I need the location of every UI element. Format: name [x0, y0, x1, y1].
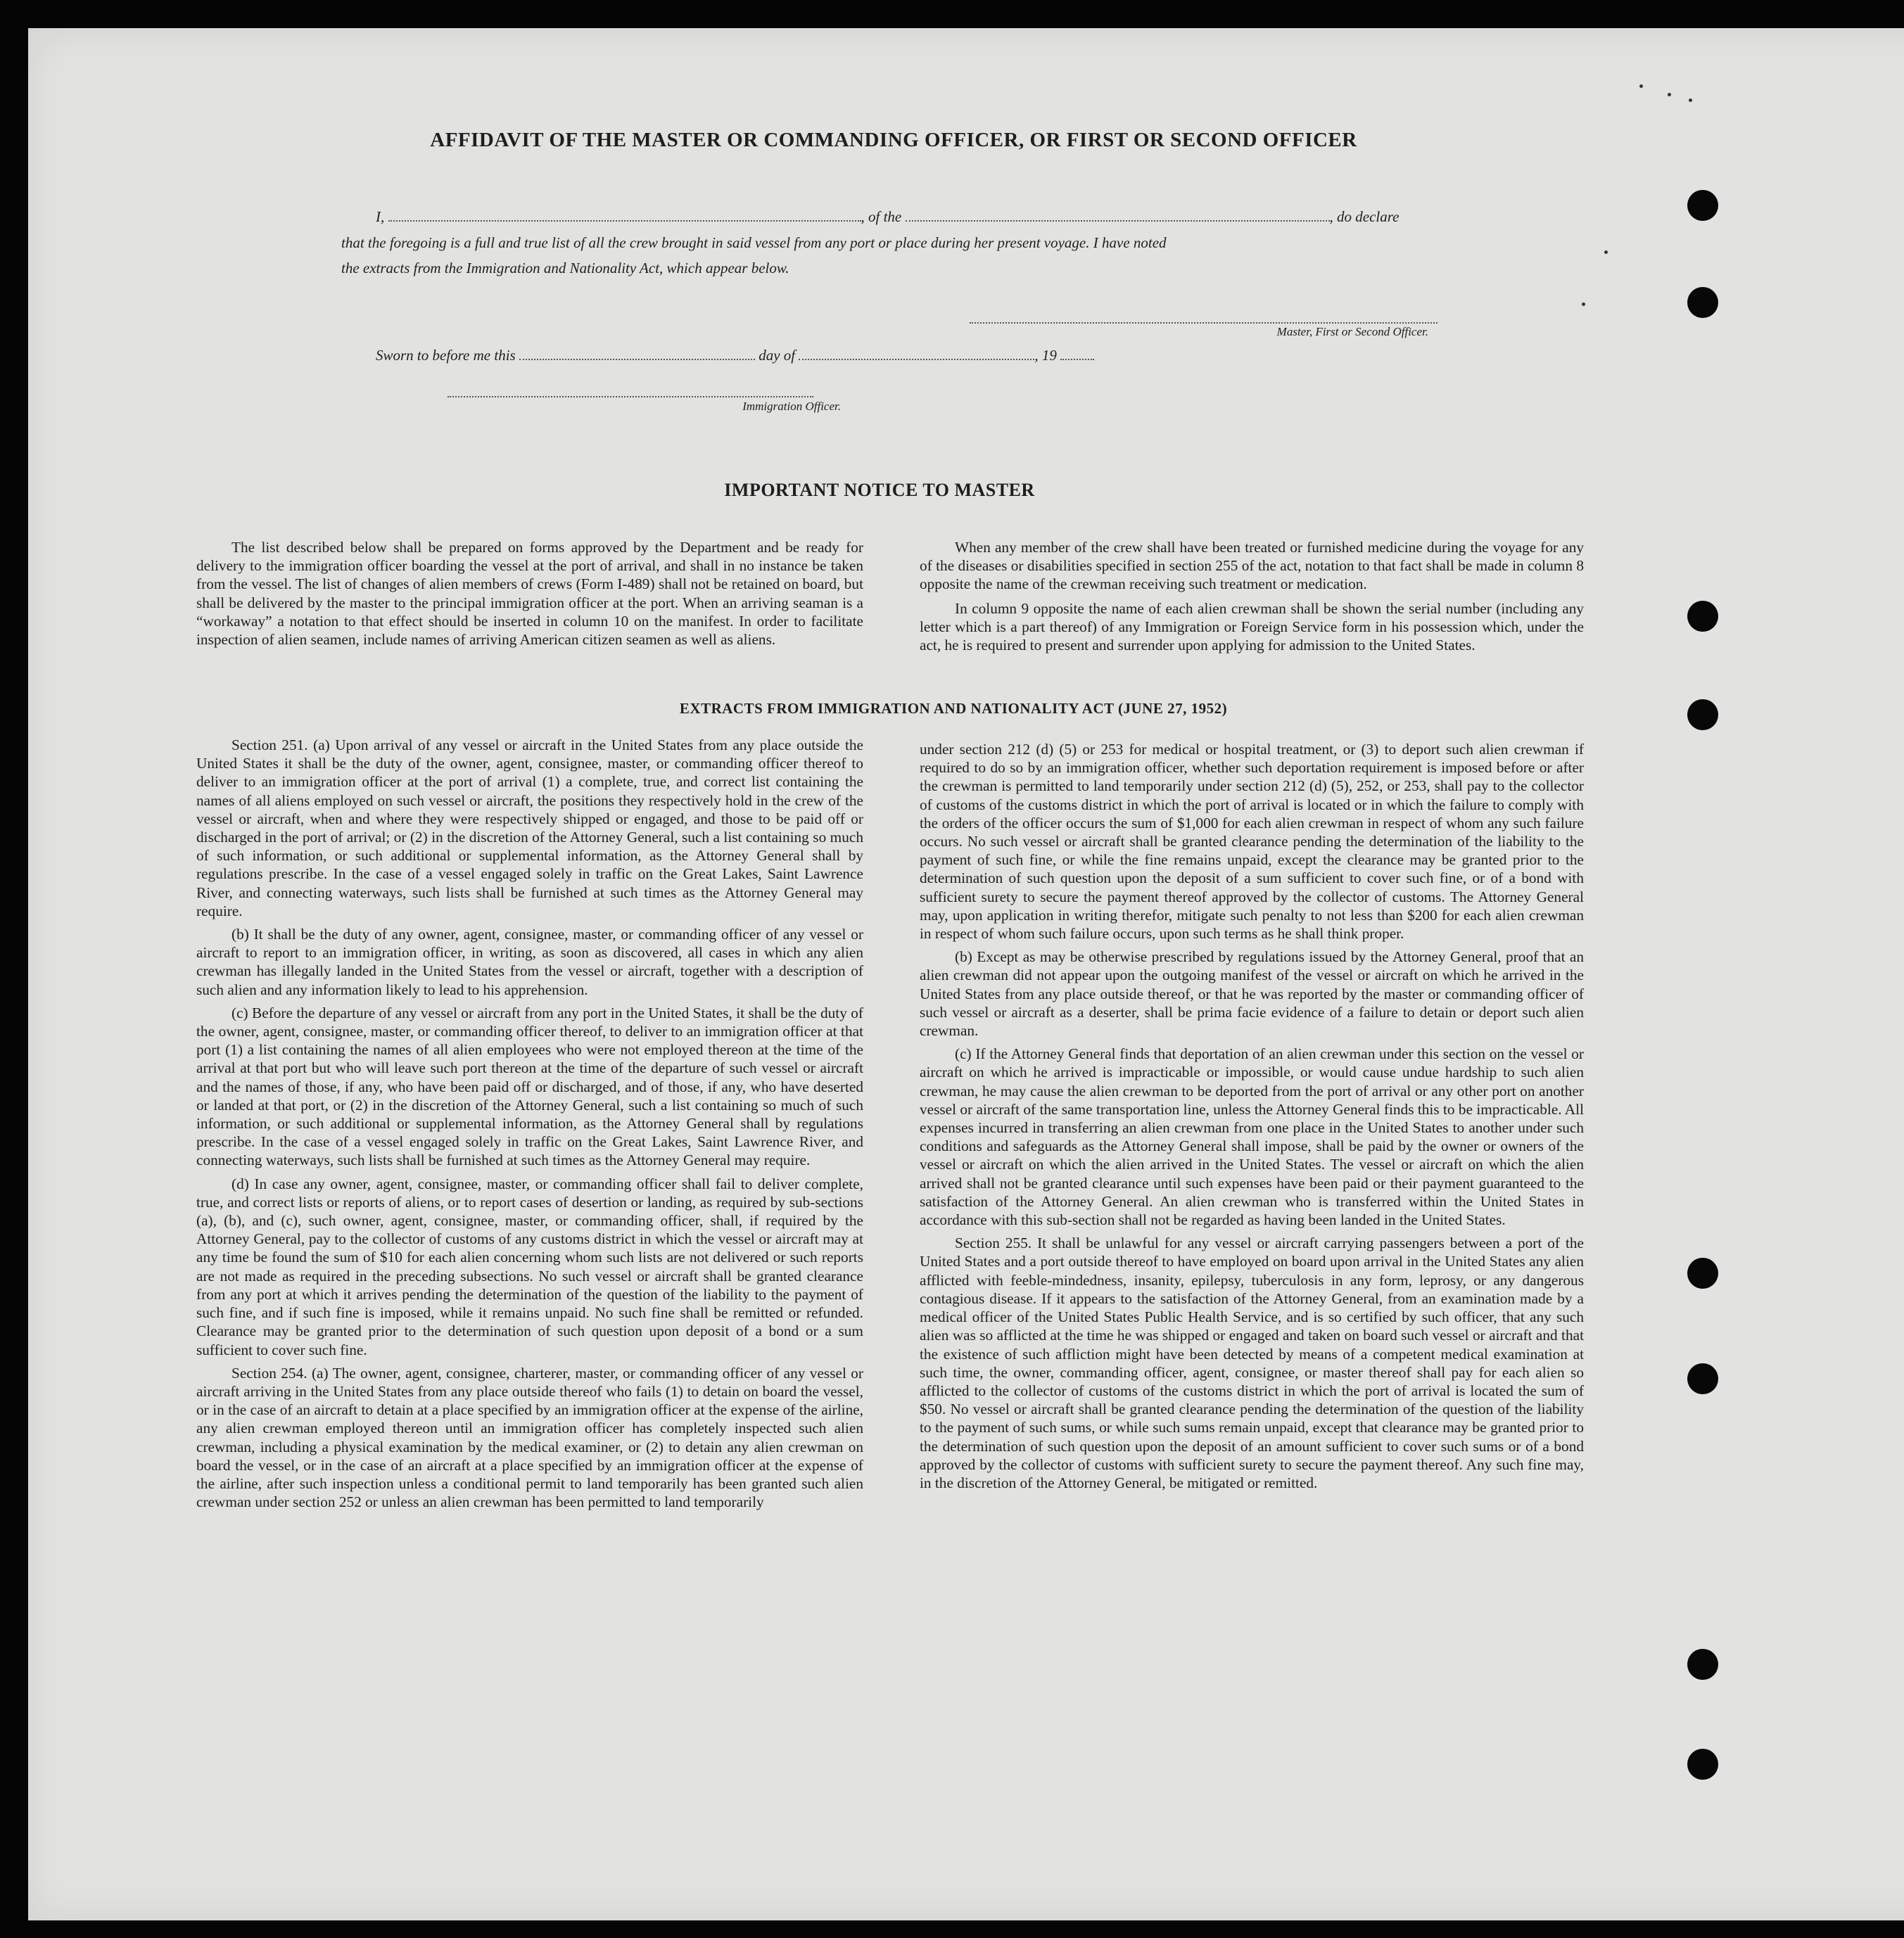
declarant-name-field[interactable]: [388, 206, 861, 222]
sworn-line: [376, 345, 1206, 364]
binder-hole: [1687, 190, 1718, 221]
section-251-c: (c) Before the departure of any vessel or aircraft from any port in the United States, it shall be the duty of the owner, agent, consignee, master, or commanding officer thereof, to deliver to an immigration officer at that port (1) a list containing the names of all alien employees who were not employed thereon at the time of the arrival at that port but who will leave such port thereon at the time of the departure of such vessel or aircraft and the names of those, if any, who have been paid off or discharged, and of those, if any, who have deserted or landed at that port, or (2) in the discretion of the Attorney General, such a list containing so much of such information, or such additional or supplemental information, as the Attorney General shall by regulations prescribe. In the case of a vessel engaged solely in traffic on the Great Lakes, Saint Lawrence River, and connecting waterways, such lists shall be furnished at such times as the Attorney General may require.: [196, 1004, 863, 1169]
section-251-b: (b) It shall be the duty of any owner, agent, consignee, master, or commanding officer of any vessel or aircraft to report to an immigration officer, in writing, as soon as discovered, all cases in which any alien crewman has illegally landed in the United States from the vessel or aircraft, together with a description of such alien and any information likely to lead to his apprehension.: [196, 926, 863, 998]
binder-hole: [1687, 287, 1718, 318]
section-254-a: Section 254. (a) The owner, agent, consignee, charterer, master, or commanding officer of any vessel or aircraft arriving in the United States from any place outside thereof who fails (1) to detain on board the vessel, or in the case of an aircraft to detain at a place specified by an immigration officer at the expense of the airline, any alien crewman employed thereon until an immigration officer has completely inspected such alien crewman, including a physical examination by the medical examiner, or (2) to detain any alien crewman on board the vessel, or in the case of an aircraft at a place specified by an immigration officer at the expense of the airline, after such inspection unless a conditional permit to land temporarily has been granted such alien crewman under section 252 or unless an alien crewman has been permitted to land temporarily: [196, 1364, 863, 1511]
vessel-name-field[interactable]: [906, 206, 1330, 222]
declaration-line-2: that the foregoing is a full and true list of all the crew brought in said vessel from any port or place during her present voyage. I have noted: [341, 234, 1167, 251]
speck: [1689, 98, 1692, 102]
sworn-month-field[interactable]: [799, 345, 1034, 360]
declaration-line-1: [376, 206, 1445, 226]
binder-hole: [1687, 1258, 1718, 1289]
section-251-d: (d) In case any owner, agent, consignee, master, or commanding officer shall fail to deliver complete, true, and correct lists or reports of aliens, or to report cases of desertion or landing, as required by sub-sections (a), (b), and (c), such owner, agent, consignee, master, or commanding officer, shall, if required by the Attorney General, pay to the collector of customs of any customs district in which the vessel or aircraft may at any time be found the sum of $10 for each alien concerning whom such lists are not delivered or such reports are not made as required in the preceding subsections. No such vessel or aircraft shall be granted clearance from any port at which it arrives pending the determination of the question of the liability to the payment of such fine, and if such fine is imposed, while it remains unpaid. No such fine shall be remitted or refunded. Clearance may be granted prior to the determination of such question upon deposit of a bond or a sum sufficient to cover such fine.: [196, 1175, 863, 1358]
sworn-year-label: , 19: [1034, 347, 1057, 364]
speck: [1639, 84, 1643, 88]
extracts-right-column: [920, 740, 1584, 1497]
section-254-a-continued: under section 212 (d) (5) or 253 for medical or hospital treatment, or (3) to deport such alien crewman if required to do so by an immigration officer, whether such deportation requirement is imposed before or after the crewman is permitted to land temporarily under section 212 (d) (5), 252, or 253, shall pay to the collector of customs of the customs district in which the port of arrival is located or in which the failure to comply with the orders of the officer occurs the sum of $1,000 for each alien crewman in respect of whom any such failure occurs. No such vessel or aircraft shall be granted clearance pending the determination of the liability to the payment of such fine, or while the fine remains unpaid, except the clearance may be granted prior to the determination of such question upon the deposit of a sum sufficient to cover such fine, or of a bond with sufficient surety to secure the payment thereof approved by the collector of customs. The Attorney General may, upon application in writing therefor, mitigate such penalty to not less than $200 for each alien crewman in respect of whom such failure occurs, upon such terms as he shall think proper.: [920, 741, 1584, 943]
notice-left-paragraph: The list described below shall be prepared on forms approved by the Department and be ready for delivery to the immigration officer boarding the vessel at the port of arrival, and shall in no instance be taken from the vessel. The list of changes of alien members of crews (Form I-489) shall not be retained on board, but shall be delivered by the master to the principal immigration officer at the port. When an arriving seaman is a “workaway” a notation to that effect should be inserted in column 10 on the manifest. In order to facilitate inspection of alien seamen, include names of arriving American citizen seamen as well as aliens.: [196, 539, 863, 649]
extracts-title: EXTRACTS FROM IMMIGRATION AND NATIONALITY ACT (JUNE 27, 1952): [679, 700, 1228, 717]
affidavit-title: AFFIDAVIT OF THE MASTER OR COMMANDING OFFICER, OR FIRST OR SECOND OFFICER: [430, 129, 1357, 151]
speck: [1668, 93, 1671, 96]
declaration-line-3: the extracts from the Immigration and Nationality Act, which appear below.: [341, 260, 789, 276]
immigration-officer-caption: Immigration Officer.: [742, 400, 841, 413]
binder-hole: [1687, 601, 1718, 632]
binder-hole: [1687, 1749, 1718, 1780]
officer-signature-line[interactable]: [970, 321, 1437, 324]
section-254-b: (b) Except as may be otherwise prescribed by regulations issued by the Attorney General, proof that an alien crewman did not appear upon the outgoing manifest of the vessel or aircraft on which he arrived in the United States from any place outside thereof, or that he was reported by the master or commanding officer of such vessel or aircraft as a deserter, shall be prima facie evidence of a failure to detain or deport such alien crewman.: [920, 948, 1584, 1040]
speck: [1604, 250, 1608, 254]
officer-signature-caption: Master, First or Second Officer.: [1276, 325, 1428, 338]
section-251-a: Section 251. (a) Upon arrival of any vessel or aircraft in the United States from any place outside the United States it shall be the duty of the owner, agent, consignee, master, or commanding officer thereof to deliver to an immigration officer at the port of arrival (1) a complete, true, and correct list containing the names of all aliens employed on such vessel or aircraft, the positions they respectively hold in the crew of the vessel or aircraft, when and where they were respectively shipped or engaged, and those to be paid off or discharged in the port of arrival; or (2) in the discretion of the Attorney General, such a list containing so much of such information, or such additional or supplemental information, as the Attorney General shall by regulations prescribe. In the case of a vessel engaged solely in traffic on the Great Lakes, Saint Lawrence River, and connecting waterways, such lists shall be furnished at such times as the Attorney General may require.: [196, 737, 863, 919]
declaration-do-declare-label: , do declare: [1329, 208, 1400, 225]
speck: [1582, 302, 1585, 306]
notice-right-paragraph-1: When any member of the crew shall have been treated or furnished medicine during the voyage for any of the diseases or disabilities specified in section 255 of the act, notation to that fact shall be made in column 8 opposite the name of the crewman receiving such treatment or medication.: [920, 539, 1584, 593]
notice-title: IMPORTANT NOTICE TO MASTER: [724, 480, 1035, 500]
section-254-c: (c) If the Attorney General finds that deportation of an alien crewman under this section on the vessel or aircraft on which he arrived is impracticable or impossible, or would cause undue hardship to such alien crewman, he may cause the alien crewman to be deported from the port of arrival or any other port on another vessel or aircraft of the same transportation line, unless the Attorney General finds this to be impracticable. All expenses incurred in transferring an alien crewman from one place in the United States to another under such conditions and safeguards as the Attorney General shall impose, shall be paid by the owner or owners of the vessel or aircraft on which the alien arrived in the United States. The vessel or aircraft on which the alien arrived shall not be granted clearance until such expenses have been paid or their payment guaranteed to the satisfaction of the Attorney General. An alien crewman who is transferred within the United States in accordance with this sub-section shall not be regarded as having been landed in the United States.: [920, 1045, 1584, 1229]
sworn-label: Sworn to before me this: [376, 347, 516, 364]
binder-hole: [1687, 1649, 1718, 1680]
extracts-left-column: [196, 736, 863, 1516]
sworn-year-field[interactable]: [1060, 345, 1094, 360]
declaration-of-the-label: , of the: [861, 208, 902, 225]
sworn-date-field[interactable]: [519, 345, 755, 360]
binder-hole: [1687, 699, 1718, 730]
notice-left-column: [196, 538, 863, 654]
immigration-officer-signature-line[interactable]: [448, 395, 813, 397]
section-255: Section 255. It shall be unlawful for any vessel or aircraft carrying passengers between a port of the United States and a port outside thereof to have employed on board upon arrival in the United States any alien afflicted with feeble-mindedness, insanity, epilepsy, tuberculosis in any form, leprosy, or any dangerous contagious disease. If it appears to the satisfaction of the Attorney General, from an examination made by a medical officer of the United States Public Health Service, and is so certified by such officer, that any such alien was so afflicted at the time he was shipped or engaged and taken on board such vessel or aircraft and that the existence of such affliction might have been detected by means of a competent medical examination at such time, the owner, commanding officer, agent, consignee, or master thereof shall pay for each alien so afflicted to the collector of customs of the customs district in which the port of arrival is located the sum of $50. No vessel or aircraft shall be granted clearance pending the determination of the question of the liability to the payment of such sums, or while such sums remain unpaid, except that clearance may be granted prior to the determination of such question upon the deposit of an amount sufficient to cover such sums or of a bond approved by the collector of customs with sufficient surety to secure the payment thereof. Any such fine may, in the discretion of the Attorney General, be mitigated or remitted.: [920, 1235, 1584, 1491]
notice-right-column: [920, 538, 1584, 659]
declaration-i-label: I,: [376, 208, 385, 225]
notice-right-paragraph-2: In column 9 opposite the name of each alien crewman shall be shown the serial number (including any letter which is a part thereof) of any Immigration or Foreign Service form in his possession which, under the act, he is required to present and surrender upon applying for admission to the United States.: [920, 599, 1584, 654]
binder-hole: [1687, 1363, 1718, 1394]
sworn-day-label: day of: [759, 347, 796, 364]
